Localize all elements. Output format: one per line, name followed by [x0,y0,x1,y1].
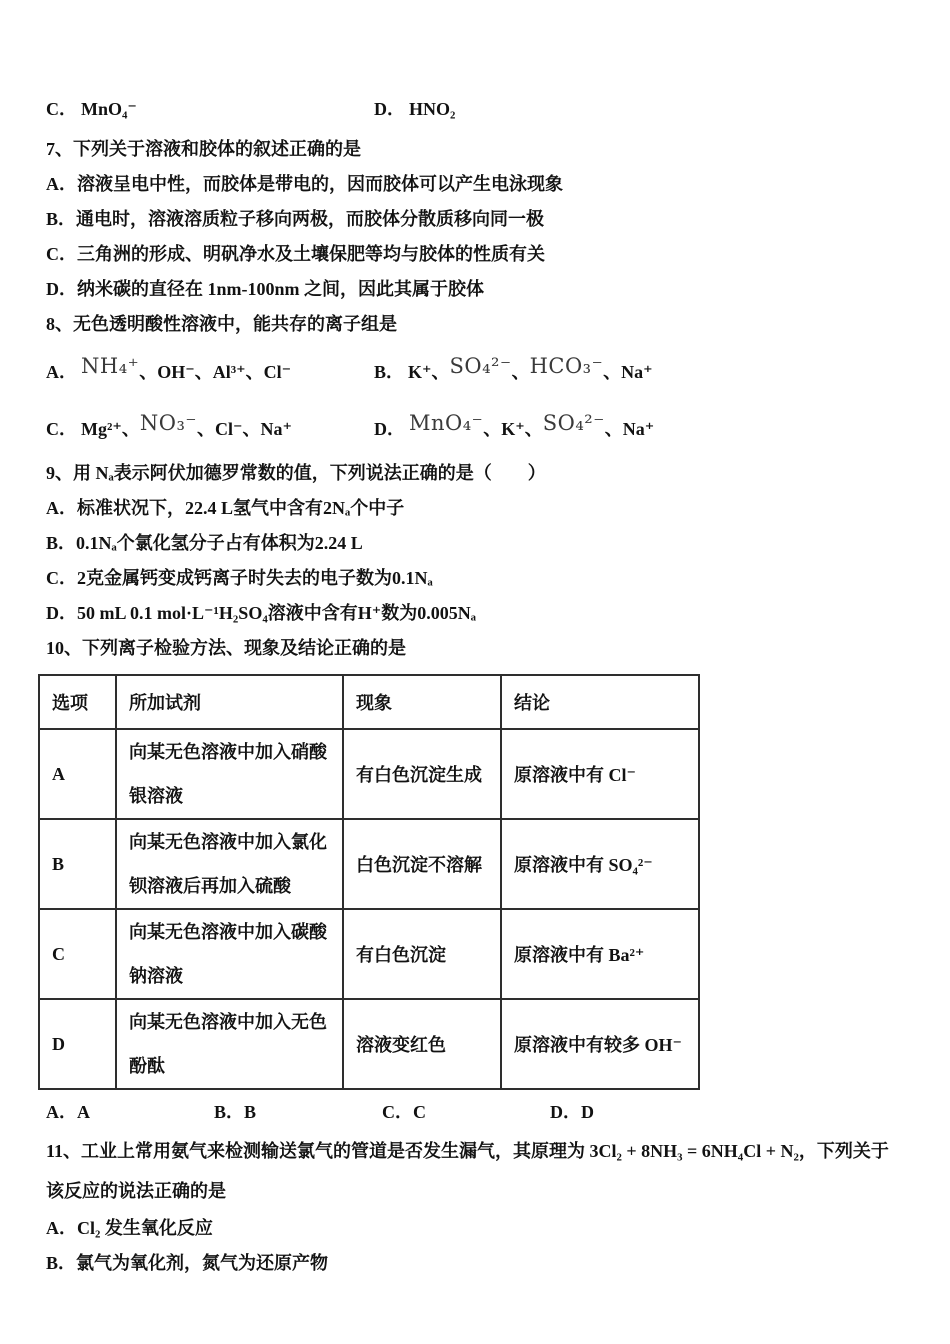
q10-row-c-conclusion: 原溶液中有 Ba²⁺ [501,909,699,999]
q8-option-b-text-3: 、Na⁺ [603,361,653,382]
q10-row-b-reagent: 向某无色溶液中加入氯化钡溶液后再加入硫酸 [116,819,343,909]
q8-option-a-text: 、OH⁻、Al³⁺、Cl⁻ [139,361,292,382]
q10-answer-a: A．A [46,1102,90,1122]
q10-title: 10、下列离子检验方法、现象及结论正确的是 [46,638,406,658]
q9-option-c: C．2克金属钙变成钙离子时失去的电子数为0.1Nₐ [46,568,433,588]
q11-option-b: B．氯气为氧化剂，氮气为还原产物 [46,1253,329,1273]
q10-answer-b: B．B [214,1102,257,1122]
q8-option-a-label: A． [46,361,77,382]
q9-option-a: A．标准状况下，22.4 L氢气中含有2Nₐ个中子 [46,498,405,518]
q9-option-d: D．50 mL 0.1 mol·L⁻¹H₂SO₄溶液中含有H⁺数为0.005Nₐ [46,603,476,623]
q10-row-d-phenomenon: 溶液变红色 [343,999,501,1089]
q8-option-c-text-2: 、Cl⁻、Na⁺ [197,418,293,439]
q10-header-conclusion: 结论 [501,675,699,729]
q7-title: 7、下列关于溶液和胶体的叙述正确的是 [46,139,361,159]
q8-option-b-text-2: 、 [511,361,530,382]
q8-option-d-text-1: 、K⁺、 [483,418,543,439]
q8-option-a [46,353,374,384]
q10-row-c-reagent: 向某无色溶液中加入碳酸钠溶液 [116,909,343,999]
q8-option-d [374,410,910,441]
q6-option-c-label: C． [46,99,77,119]
q8-option-d-label: D． [374,418,405,439]
nitrate-ion-formula: NO₃⁻ [139,410,197,435]
q10-table-row-b [39,819,699,909]
q8-option-c-label: C． [46,418,77,439]
q11-option-a: A．Cl₂ 发生氧化反应 [46,1218,213,1238]
q10-row-c-phenomenon: 有白色沉淀 [343,909,501,999]
q10-header-reagent: 所加试剂 [116,675,343,729]
q10-table-header-row [39,675,699,729]
q10-row-a-reagent: 向某无色溶液中加入硝酸银溶液 [116,729,343,819]
q8-title: 8、无色透明酸性溶液中，能共存的离子组是 [46,314,397,334]
q10-row-d-reagent: 向某无色溶液中加入无色酚酞 [116,999,343,1089]
q10-row-b-phenomenon: 白色沉淀不溶解 [343,819,501,909]
q10-row-a-phenomenon: 有白色沉淀生成 [343,729,501,819]
q10-row-d-option: D [39,999,116,1089]
q10-row-d-conclusion: 原溶液中有较多 OH⁻ [501,999,699,1089]
q10-answer-d: D．D [550,1102,594,1122]
q10-table-row-c [39,909,699,999]
q10-header-phenomenon: 现象 [343,675,501,729]
q8-option-d-text-2: 、Na⁺ [604,418,655,439]
q10-row-b-conclusion: 原溶液中有 SO₄²⁻ [501,819,699,909]
q10-row-a-option: A [39,729,116,819]
q7-option-d: D．纳米碳的直径在 1nm-100nm 之间，因此其属于胶体 [46,279,485,299]
q6-option-c-formula: MnO₄⁻ [81,99,137,119]
sulfate-ion-formula: SO₄²⁻ [449,353,512,378]
q10-row-b-option: B [39,819,116,909]
q7-option-a: A．溶液呈电中性，而胶体是带电的，因而胶体可以产生电泳现象 [46,174,563,194]
q7-option-b: B．通电时，溶液溶质粒子移向两极，而胶体分散质移向同一极 [46,209,545,229]
q7-option-c: C．三角洲的形成、明矾净水及土壤保肥等均与胶体的性质有关 [46,244,545,264]
q10-row-a-conclusion: 原溶液中有 Cl⁻ [501,729,699,819]
q10-table [38,674,700,1090]
q8-option-c-text-1: Mg²⁺、 [81,418,140,439]
q8-options-row-1 [46,342,910,399]
q6-option-d [374,92,910,127]
q6-option-c [46,92,374,127]
q10-answer-choices [46,1097,910,1127]
q10-table-row-d [39,999,699,1089]
q10-answer-c: C．C [382,1102,426,1122]
q11-title: 11、工业上常用氨气来检测输送氯气的管道是否发生漏气，其原理为 3Cl₂ + 8NH₃ = 6NH₄Cl + N₂，下列关于该反应的说法正确的是 [46,1141,889,1201]
q9-option-b: B．0.1Nₐ个氯化氢分子占有体积为2.24 L [46,533,363,553]
q10-table-row-a [39,729,699,819]
q8-option-b-label: B． [374,361,405,382]
q8-option-b [374,353,910,384]
sulfate-ion-formula-2: SO₄²⁻ [542,410,605,435]
q8-options-row-2 [46,399,910,456]
q8-option-b-text-1: K⁺、 [408,361,450,382]
q9-title: 9、用 Nₐ表示阿伏加德罗常数的值，下列说法正确的是（ ） [46,463,546,483]
q10-header-option: 选项 [39,675,116,729]
q10-row-c-option: C [39,909,116,999]
ammonium-ion-formula: NH₄⁺ [81,353,140,378]
q6-remnant-options [46,92,910,127]
q8-option-c [46,410,374,441]
permanganate-ion-formula: MnO₄⁻ [409,410,484,435]
bicarbonate-ion-formula: HCO₃⁻ [529,353,604,378]
q6-option-d-formula: HNO₂ [409,99,456,119]
q6-option-d-label: D． [374,99,405,119]
